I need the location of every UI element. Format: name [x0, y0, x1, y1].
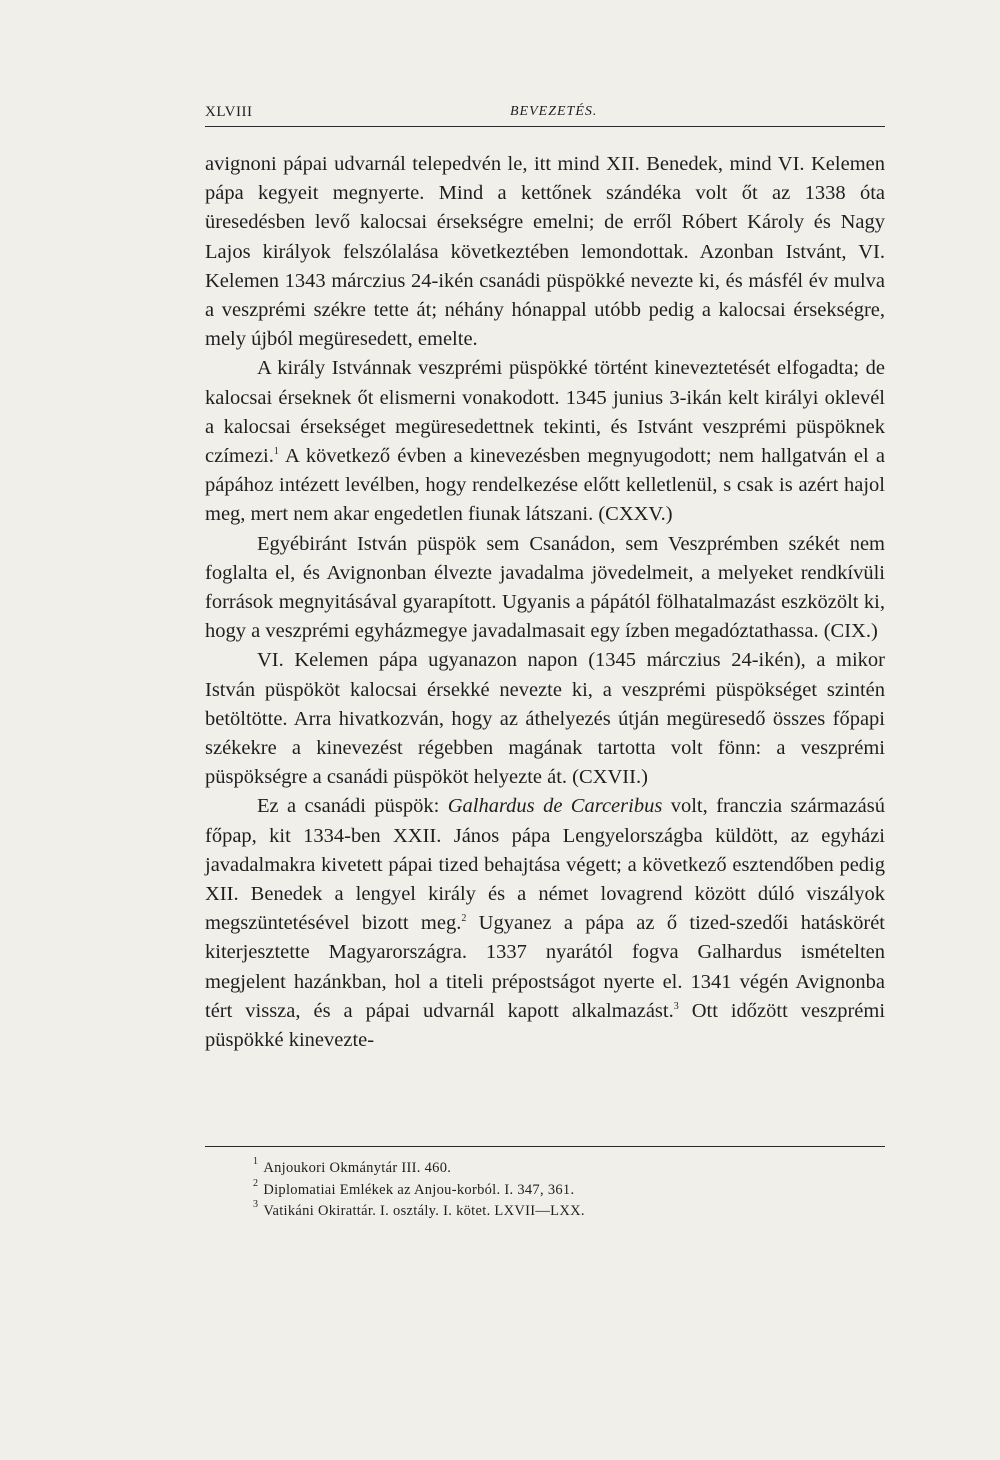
running-title: BEVEZETÉS. — [510, 104, 598, 119]
paragraph-text: A király Istvánnak veszprémi püspökké történt kineveztetését elfogadta; de kalocsai érseknek őt elismerni vonakodott. 1345 junius 3-ikán kelt királyi oklevél a kalocsai érsekséget megüresedettnek tekinti, és Istvánt veszprémi püspöknek czímezi. — [205, 357, 885, 468]
paragraph — [205, 646, 885, 792]
footnote — [253, 1201, 853, 1223]
paragraph-continued — [205, 150, 885, 354]
paragraph-text: Ott időzött veszprémi püspökké kinevezte- — [205, 999, 886, 1052]
paragraph — [205, 354, 885, 529]
footnote-text: Vatikáni Okirattár. I. osztály. I. kötet. LXVII—LXX. — [263, 1203, 585, 1219]
footnote — [253, 1177, 853, 1202]
paragraph-text: A következő évben a kinevezésben megnyugodott; nem hallgatván el a pápához intézett levélben, hogy rendelkezése előtt kelletlenül, s csak is azért hajol meg, mert nem akar engedetlen fiunak látszani. (CXXV.) — [205, 445, 885, 526]
footnote-text: Diplomatiai Emlékek az Anjou-korból. I. 347, 361. — [263, 1181, 575, 1198]
footnote-reference: 2 — [461, 913, 467, 925]
footnote-divider — [205, 1146, 885, 1147]
body-text — [205, 150, 885, 1055]
footnote — [253, 1158, 853, 1180]
footnote-text: Anjoukori Okmánytár III. 460. — [263, 1160, 452, 1176]
paragraph-text: Ez a csanádi püspök: — [257, 795, 448, 818]
italic-name: Galhardus de Carceribus — [447, 795, 663, 818]
footnote-mark: 1 — [253, 1156, 259, 1167]
paragraph — [205, 530, 885, 647]
paragraph-text: Egyébiránt István püspök sem Csanádon, sem Veszprémben székét nem foglalta el, és Avignonban élvezte javadalma jövedelmeit, a melyeket rendkívüli források megnyitásával gyarapított. Ugyanis a pápától fölhatalmazást eszközölt ki, hogy a veszprémi egyházmegye javadalmasait egy ízben megadóztathassa. (CIX.) — [205, 532, 885, 643]
paragraph-text: Ugyanez a pápa az ő tized-szedői hatáskörét kiterjesztette Magyarországra. 1337 nyarától fogva Galhardus ismételten megjelent hazánkban, hol a titeli prépostságot nyerte el. 1341 végén Avignonba tért vissza, és a pápai udvarnál kapott alkalmazást. — [205, 912, 886, 1022]
footnotes — [253, 1158, 853, 1223]
paragraph — [205, 792, 885, 1055]
running-head — [205, 104, 885, 127]
paragraph-text: avignoni pápai udvarnál telepedvén le, itt mind XII. Benedek, mind VI. Kelemen pápa kegyeit megnyerte. Mind a kettőnek szándéka volt őt az 1338 óta üresedésben levő kalocsai érsekségre emelni; de erről Róbert Károly és Nagy Lajos királyok felszólalása következtében lemondottak. Azonban Istvánt, VI. Kelemen 1343 márczius 24-ikén csanádi püspökké nevezte ki, és másfél év mulva a veszprémi székre tette át; néhány hónappal utóbb pedig a kalocsai érsekségre, mely újból megüresedett, emelte. — [205, 153, 885, 351]
page-number: XLVIII — [205, 104, 253, 120]
footnote-mark: 2 — [253, 1177, 259, 1189]
footnote-reference: 1 — [273, 446, 279, 458]
paragraph-text: volt, franczia származású főpap, kit 1334-ben XXII. János pápa Lengyelországba küldött, az egyházi javadalmakra kivetett pápai tized behajtása végett; a következő esztendőben pedig XII. Benedek a lengyel király és a német lovagrend között dúló viszályok megszüntetésével bizott meg. — [205, 795, 885, 935]
footnote-mark: 3 — [253, 1199, 259, 1210]
footnote-reference: 3 — [673, 1000, 679, 1012]
paragraph-text: VI. Kelemen pápa ugyanazon napon (1345 márczius 24-ikén), a mikor István püspököt kalocsai érsekké nevezte ki, a veszprémi püspökséget szintén betöltötte. Arra hivatkozván, hogy az áthelyezés útján megüresedő összes főpapi székekre a kinevezést régebben magának tartotta volt fönn: a veszprémi püspökségre a csanádi püspököt helyezte át. (CXVII.) — [205, 649, 885, 789]
